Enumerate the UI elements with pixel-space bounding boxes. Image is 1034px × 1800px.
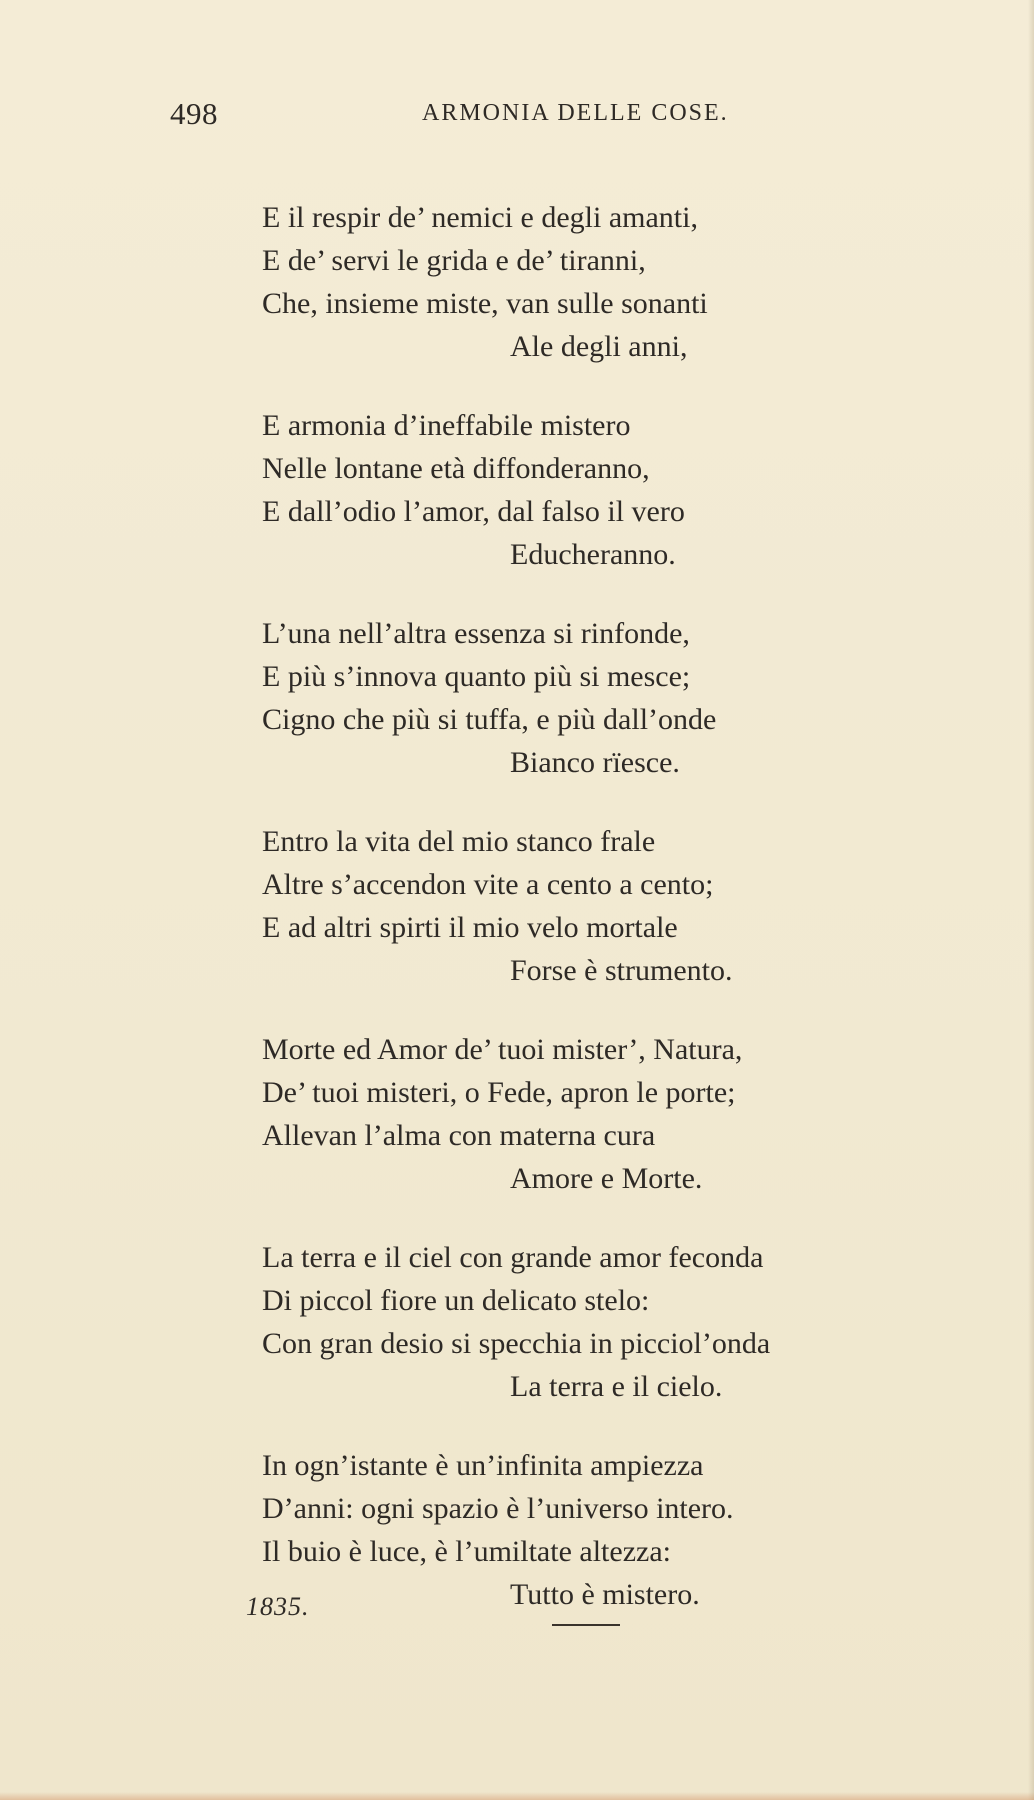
verse-line: Di piccol fiore un delicato stelo: xyxy=(262,1284,650,1317)
verse-line-short: Tutto è mistero. xyxy=(510,1578,700,1611)
verse-line: Con gran desio si specchia in picciol’onda xyxy=(262,1327,771,1360)
verse-line: Che, insieme miste, van sulle sonanti xyxy=(262,287,708,320)
verse-line: Entro la vita del mio stanco frale xyxy=(262,825,656,858)
verse-line: L’una nell’altra essenza si rinfonde, xyxy=(262,617,690,650)
verse-line-short: Amore e Morte. xyxy=(510,1162,703,1195)
verse-line-short: Bianco rïesce. xyxy=(510,746,680,779)
page-bottom-edge xyxy=(0,1792,1034,1800)
verse-line: Cigno che più si tuffa, e più dall’onde xyxy=(262,703,717,736)
verse-line: E più s’innova quanto più si mesce; xyxy=(262,660,691,693)
page-number: 498 xyxy=(170,96,218,131)
composition-date: 1835. xyxy=(246,1592,310,1621)
stanza-1 xyxy=(262,196,962,368)
stanza-5 xyxy=(262,1028,962,1200)
verse-line: Morte ed Amor de’ tuoi mister’, Natura, xyxy=(262,1033,743,1066)
verse-line: E il respir de’ nemici e degli amanti, xyxy=(262,201,698,234)
end-rule-divider xyxy=(552,1624,620,1626)
verse-line: Nelle lontane età diffonderanno, xyxy=(262,452,650,485)
verse-line: E de’ servi le grida e de’ tiranni, xyxy=(262,244,646,277)
stanza-4 xyxy=(262,820,962,992)
verse-line: In ogn’istante è un’infinita ampiezza xyxy=(262,1449,704,1482)
verse-line-short: Forse è strumento. xyxy=(510,954,733,987)
verse-line-short: Educheranno. xyxy=(510,538,676,571)
stanza-7 xyxy=(262,1444,962,1616)
page-edge-shadow xyxy=(1028,0,1034,1800)
verse-line: Il buio è luce, è l’umiltate altezza: xyxy=(262,1535,671,1568)
stanza-3 xyxy=(262,612,962,784)
verse-line: E dall’odio l’amor, dal falso il vero xyxy=(262,495,685,528)
page-title: ARMONIA DELLE COSE. xyxy=(422,100,729,126)
running-head xyxy=(170,96,730,132)
verse-line: E ad altri spirti il mio velo mortale xyxy=(262,911,678,944)
stanza-6 xyxy=(262,1236,962,1408)
verse-line: D’anni: ogni spazio è l’universo intero. xyxy=(262,1492,734,1525)
verse-line: Altre s’accendon vite a cento a cento; xyxy=(262,868,714,901)
stanza-2 xyxy=(262,404,962,576)
verse-line-short: La terra e il cielo. xyxy=(510,1370,723,1403)
verse-line-short: Ale degli anni, xyxy=(510,330,688,363)
poem xyxy=(262,196,962,1652)
verse-line: La terra e il ciel con grande amor feconda xyxy=(262,1241,764,1274)
verse-line: E armonia d’ineffabile mistero xyxy=(262,409,631,442)
verse-line: De’ tuoi misteri, o Fede, apron le porte; xyxy=(262,1076,736,1109)
verse-line: Allevan l’alma con materna cura xyxy=(262,1119,656,1152)
